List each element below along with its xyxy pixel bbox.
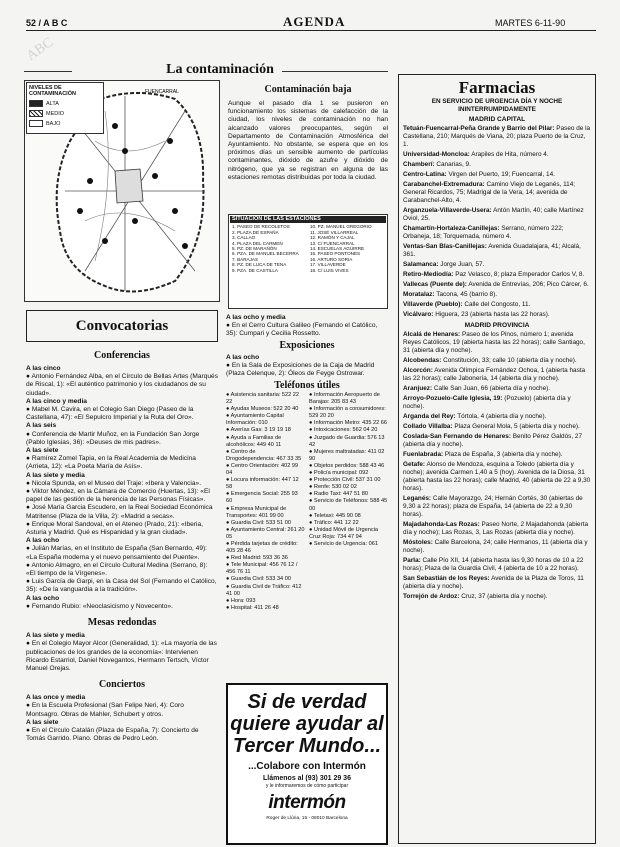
pharmacy-entry xyxy=(403,539,591,555)
pharmacy-district: Vicálvaro: xyxy=(403,311,434,319)
pharmacy-district: Leganés: xyxy=(403,495,432,503)
pharmacy-address: Tacona, 45 (barrio 8). xyxy=(434,291,498,299)
pharmacy-address: Plaza de España, 3 (abierta día y noche). xyxy=(443,451,563,459)
pharmacy-entry xyxy=(403,271,591,279)
pharmacy-address: Calle Barcelona, 24; calle Hermanos, 11 (abierta día y noche). xyxy=(403,539,588,555)
pharmacy-district: Carabanchel-Extremadura: xyxy=(403,181,485,189)
intermon-ad xyxy=(226,683,388,845)
pharmacy-entry xyxy=(403,495,591,519)
convocatorias-box: Convocatorias xyxy=(26,310,218,342)
pharmacy-entry xyxy=(403,225,591,241)
conferencias-title: Conferencias xyxy=(94,350,150,361)
pharmacy-address: Plaza General Mola, 5 (abierta día y noche). xyxy=(452,423,580,431)
pharmacy-district: Villaverde (Pueblo): xyxy=(403,301,463,309)
ad-call: Llámenos al (93) 301 29 36 xyxy=(263,775,351,782)
madrid-provincia-heading: MADRID PROVINCIA xyxy=(464,322,530,330)
pharmacy-address: Cruz, 37 (abierta día y noche). xyxy=(459,593,548,601)
mesas-list: A las siete y media ● En el Colegio Mayor Alcor (Generalidad, 1): «La mayoría de las publicaciones de los grandes de la economía»: Intervienen Ricardo Estarriol, Daniel Novegantos, Hermann Tertsch, Víctor Manuel Orejas. xyxy=(26,632,217,672)
map-legend xyxy=(26,82,104,134)
pharmacy-district: Torrejón de Ardoz: xyxy=(403,593,460,601)
pharmacy-entry xyxy=(403,301,591,309)
farmacias-box xyxy=(398,74,596,844)
pharmacy-district: Centro-Latina: xyxy=(403,171,447,179)
farmacias-subtitle: EN SERVICIO DE URGENCIA DÍA Y NOCHE ININTERRUMPIDAMENTE xyxy=(431,98,563,113)
pharmacy-address: Calle Pío XII, 14 (abierta hasta las 9,30 horas de 10 a 22 horas); Plaza de la Guardia Civil, 4 (abierta de 10 a 22 horas). xyxy=(403,557,584,573)
pharmacy-district: Móstoles: xyxy=(403,539,433,547)
page-number: 52 / A B C xyxy=(26,18,68,28)
section-title: AGENDA xyxy=(283,14,346,29)
pharmacy-entry xyxy=(403,395,591,411)
pharmacy-district: Ventas-San Blas-Canillejas: xyxy=(403,243,487,251)
legend-title: NIVELES DE CONTAMINACIÓN xyxy=(29,85,76,97)
pharmacy-address: Tórtola, 4 (abierta día y noche). xyxy=(455,413,547,421)
pharmacy-entry xyxy=(403,125,591,149)
pharmacy-entry xyxy=(403,357,591,365)
conciertos-list: A las once y media ● En la Escuela Profesional (San Felipe Neri, 4): Coro Montsagro. Obras de Mahler, Schubert y otros. A las siete ● En el Círculo Catalán (Plaza de España, 7): Concierto de Tomás Garrido. Piano. Obras de Pedro León. xyxy=(26,694,199,743)
conciertos-title: Conciertos xyxy=(98,679,146,691)
pharmacy-address: Arapiles de Hita, número 4. xyxy=(469,151,549,159)
pharmacy-address: Antón Martín, 40; calle Martínez Oviol, 25. xyxy=(403,207,584,223)
pharmacy-district: Collado Villalba: xyxy=(403,423,453,431)
pharmacy-entry xyxy=(403,261,591,269)
pharmacy-address: Paseo de la Castellana, 210; Marqués de Viana, 20; plaza Puerto de la Cruz, 1. xyxy=(403,125,591,149)
pharmacy-address: Canarias, 9. xyxy=(434,161,471,169)
pharmacy-district: Arganda del Rey: xyxy=(403,413,456,421)
pharmacy-address: Constitución, 33; calle 10 (abierta día y noche). xyxy=(441,357,577,365)
stations-col-2: 10. PZ. MANUEL GREGORIO 11. JOSÉ VILLARREAL 12. RAMÓN Y CAJAL 13. C/ FUENCARRAL 14. ESCUELAS AGUIRRE 15. PASEO PONTONES 16. ARTURO SORIA 17. VILLAVERDE 18. C/ LUIS VIVES xyxy=(310,224,372,273)
pharmacy-address: Higuera, 23 (abierta hasta las 22 horas). xyxy=(433,311,550,319)
pharmacy-district: Alcobendas: xyxy=(403,357,442,365)
pharmacy-entry xyxy=(403,151,591,159)
legend-item-alta: ALTA xyxy=(29,100,101,107)
pharmacy-address: Calle San Juan, 66 (abierta día y noche). xyxy=(432,385,551,393)
pharmacy-entry xyxy=(403,367,591,383)
pharmacy-address: Paseo Norte, 2 Majadahonda (abierta día y noche); Las Rozas, 3, Las Rozas (abierta día y noche). xyxy=(403,521,589,537)
pharmacy-district: San Sebastián de los Reyes: xyxy=(403,575,490,583)
capital-list xyxy=(403,125,591,319)
pharmacy-entry xyxy=(403,281,591,289)
pharmacy-address: Calle del Congosto, 11. xyxy=(462,301,531,309)
pharmacy-entry xyxy=(403,291,591,299)
pharmacy-district: Tetuán-Fuencarral-Peña Grande y Barrio del Pilar: xyxy=(403,125,555,133)
pharmacy-district: Moratalaz: xyxy=(403,291,435,299)
pharmacy-entry xyxy=(403,575,591,591)
pharmacy-district: Coslada-San Fernando de Henares: xyxy=(403,433,511,441)
abc-watermark: ABC xyxy=(24,35,57,64)
mesas-title: Mesas redondas xyxy=(87,617,157,629)
pharmacy-district: Alcorcón: xyxy=(403,367,433,375)
pharmacy-district: Salamanca: xyxy=(403,261,439,269)
pharmacy-district: Parla: xyxy=(403,557,421,565)
pharmacy-address: Serrano, número 222; Orbaneja, 18; Torquemada, número 4. xyxy=(403,225,564,241)
pharmacy-entry xyxy=(403,423,591,431)
pharmacy-entry xyxy=(403,433,591,449)
pharmacy-address: Calle Mayorazgo, 24; Hernán Cortés, 30 (abiertas de 9,30 a 22 horas); plaza de España, 14 (abierta de 22 a 9,30 horas). xyxy=(403,495,583,519)
pharmacy-district: Fuenlabrada: xyxy=(403,451,444,459)
pharmacy-district: Aranjuez: xyxy=(403,385,433,393)
pharmacy-entry xyxy=(403,207,591,223)
pharmacy-address: Paseo de los Pinos, número 1; avenida Reyes Católicos, 19 (abierta hasta las 22 horas); calle Santiago, 31 (abierta día y noche). xyxy=(403,331,585,355)
telefonos-title: Teléfonos útiles xyxy=(274,380,340,391)
left-column xyxy=(26,350,218,743)
exposiciones-list: A las ocho ● En la Sala de Exposiciones de la Caja de Madrid (Plaza Celenque, 2): Óleos de Feyge Ostrowar. xyxy=(226,354,375,378)
ad-sub: ...Colabore con Intermón xyxy=(248,761,366,772)
pharmacy-address: Avenida de la Plaza de Toros, 11 (abierta día y noche). xyxy=(403,575,584,591)
ad-footer: Roger de Llúria, 15 - 08010 Barcelona xyxy=(266,816,348,821)
telefonos-col-2: ● Información Aeropuerto de Barajas: 205 83 43 ● Información a consumidores: 529 20 20 ● Información Metro: 435 22 66 ● Intoxicaciones: 562 04 20 ● Juzgado de Guardia: 576 13 42 ● Mujeres maltratadas: 411 02 90 ● Objetos perdidos: 588 43 46 ● Policía municipal: 092 ● Protección Civil: 537 31 00 ● Renfe: 530 02 02 ● Radio Taxi: 447 51 80 ● Servicio de Teléfonos: 588 45 00 ● Teletaxi: 445 90 08 ● Tráfico: 441 12 22 ● Unidad Móvil de Urgencia Cruz Roja: 734 47 94 ● Servicio de Urgencia: 061 xyxy=(309,392,388,547)
pharmacy-address: Jorge Juan, 57. xyxy=(438,261,485,269)
pharmacy-entry xyxy=(403,385,591,393)
ad-headline: Si de verdad quiere ayudar al Tercer Mundo... xyxy=(230,691,384,757)
issue-date: MARTES 6-11-90 xyxy=(495,18,566,28)
pharmacy-district: Majadahonda-Las Rozas: xyxy=(403,521,480,529)
pharmacy-entry xyxy=(403,331,591,355)
provincia-list xyxy=(403,331,591,601)
stations-bar: SITUACIÓN DE LAS ESTACIONES xyxy=(230,216,386,223)
pharmacy-address: Camino Viejo de Leganés, 114; General Ricardos, 75; Madrigal de la Vera, 14; avenida de Carabanchel-Alto, 4. xyxy=(403,181,576,205)
pharmacy-entry xyxy=(403,181,591,205)
pharmacy-address: Virgen del Puerto, 19; Fuencarral, 14. xyxy=(446,171,555,179)
stations-col-1: 1. PASEO DE RECOLETOS 2. PLAZA DE ESPAÑA 3. CALLAO 4. PLAZA DEL CARMEN 5. PZ. DE MARAÑÓN 6. PZA. DE MANUEL BECERRA 7. BARAJAS 8. PZ. DE LUCA DE TENA 9. PZA. DE CASTILLA xyxy=(232,224,299,273)
pharmacy-address: Benito Pérez Galdós, 27 (abierta día y noche). xyxy=(403,433,583,449)
pharmacy-entry xyxy=(403,171,591,179)
pharmacy-district: Chamberí: xyxy=(403,161,435,169)
pharmacy-entry xyxy=(403,461,591,493)
header-rule xyxy=(26,30,596,31)
baja-text: Aunque el pasado día 1 se pusieron en funcionamiento los sistemas de calefacción de la ciudad, los niveles de contaminación no han alcanzado valores preocupantes, según el Departamento de Contaminación Atmosférica del Ayuntamiento. No obstante, se espera que en los próximos días un sensible aumento de partículas contaminantes, dióxido de azufre y dióxido de nitrógeno, que ya se registran en alguna de las estaciones remotas distribuidas por toda la ciudad. xyxy=(228,100,388,181)
stations-table xyxy=(228,214,388,309)
baja-title: Contaminación baja xyxy=(264,84,352,95)
ad-brand-logo: intermón xyxy=(268,792,346,813)
pharmacy-district: Getafe: xyxy=(403,461,426,469)
pharmacy-district: Vallecas (Puente de): xyxy=(403,281,467,289)
legend-item-medio: MEDIO xyxy=(29,110,101,117)
pharmacy-entry xyxy=(403,521,591,537)
pharmacy-address: Alonso de Mendoza, esquina a Toledo (abierta día y noche); avenida Carmen 1,40 a 5 (hoy). Avenida de la Diosa, 31 (abierta hasta las 22 horas); calle Madrid, 40 (abierta de 22 a 9,30 horas). xyxy=(403,461,591,493)
contaminacion-title: La contaminación xyxy=(166,62,274,77)
pharmacy-entry xyxy=(403,593,591,601)
conferencias-list: A las cinco ● Antonio Fernández Alba, en el Círculo de Bellas Artes (Marqués de Riscal, 1): «El auténtico patrimonio y los ciudadanos de su ciudad». A las cinco y media ● Mabel M. Cavira, en el Colegio San Diego (Paseo de la Castellana, 47): «El Sepulcro Imperial y la Ruta del Oro». A las seis ● Conferencia de Martir Muñoz, en la Fundación San Jorge (Pablo Iglesias, 36): «Deuses de mis padres». A las siete ● Ramírez Zomel Tapia, en la Real Academia de Medicina (Arrieta, 12): «La Poeta María de Asís». A las siete y media ● Nicola Spunda, en el Museo del Traje: «Ibera y Valencia». ● Viktor Méndez, en la Cámara de Comercio (Huertas, 13): «El papel de las gestión de la herencia de las Personas Físicas». ● José María Garcia Escudero, en la Real Sociedad Económica Matritense (Plaza de la Villa, 2): «Madrid a secas». ● Enrique Moral Sandoval, en el Ateneo (Prado, 21): «Iberia, Asturia y Madrid. Qué es Hispanidad y la gran ciudad». A las ocho ● Julián Marías, en el Instituto de España (San Bernardo, 49): «La España moderna y el nuevo pensamiento del Puente». ● Antonio Almagro, en el Círculo Cultural Medina (Serrano, 8): «El tiempo de la Vírgenes». ● Luis García de Garpi, en la Casa del Sol (Fernando el Católico, 35): «De la vanguardia a la tradición». A las ocho ● Fernando Rubio: «Neoclasicismo y Novecento». xyxy=(26,365,219,610)
pharmacy-address: (Pozuelo) (abierta día y noche). xyxy=(403,395,571,411)
pharmacy-entry xyxy=(403,413,591,421)
title-rule-right xyxy=(282,71,388,72)
pharmacy-district: Alcalá de Henares: xyxy=(403,331,461,339)
middle-continuation: A las ocho y media ● En el Cerro Cultura Galileo (Fernando el Católico, 35): Cumpari y Cecilia Rossetto. xyxy=(226,314,378,338)
telefonos-grid xyxy=(226,392,388,612)
pharmacy-entry xyxy=(403,243,591,259)
pharmacy-entry xyxy=(403,451,591,459)
pharmacy-district: Arganzuela-Villaverde-Usera: xyxy=(403,207,492,215)
pharmacy-entry xyxy=(403,311,591,319)
pharmacy-address: Avenida Olímpica Fernández Ochoa, 1 (abierta hasta las 22 horas); calle Jabonería, 14 (abierta día y noche). xyxy=(403,367,586,383)
farmacias-title: Farmacias xyxy=(458,78,536,97)
ad-note: y le informaremos de cómo participar xyxy=(265,783,349,789)
pharmacy-entry xyxy=(403,161,591,169)
title-rule-left xyxy=(24,71,72,72)
pharmacy-address: Paz Velasco, 8; plaza Emperador Carlos V, 8. xyxy=(453,271,585,279)
pharmacy-address: Avenida Guadalajara, 41; Alcalá, 361. xyxy=(403,243,581,259)
pharmacy-district: Arroyo-Pozuelo-Calle Iglesia, 19: xyxy=(403,395,503,403)
madrid-capital-heading: MADRID CAPITAL xyxy=(468,116,526,124)
pharmacy-entry xyxy=(403,557,591,573)
pharmacy-address: Avenida de Entrevías, 206; Pico Cárcer, 6. xyxy=(466,281,589,289)
pharmacy-district: Universidad-Moncloa: xyxy=(403,151,470,159)
pharmacy-district: Chamartín-Hortaleza-Canillejas: xyxy=(403,225,500,233)
map-label: FUENCARRAL xyxy=(145,89,179,95)
exposiciones-title: Exposiciones xyxy=(279,340,335,351)
telefonos-col-1: ● Asistencia sanitaria: 522 22 22 ● Ayudas Museos: 522 20 40 ● Ayuntamiento Capital Información: 010 ● Averías Gas: 3 19 19 18 ● Ayuda a Familias de alcohólicos: 449 40 11 ● Centro de Drogodependencia: 467 33 35 ● Centro Orientación: 402 99 04 ● Locura información: 447 12 58 ● Emergencia Social: 255 93 60 ● Empresa Municipal de Transportes: 401 99 00 ● Guardia Civil: 533 51 00 ● Ayuntamiento Central: 261 20 05 ● Pérdida tarjetas de crédito: 405 28 46 ● Red Madrid: 593 36 36 ● Tele Municipal: 456 76 12 / 456 76 11 ● Guardia Civil: 533 34 00 ● Guardia Civil de Tráfico: 412 41 00 ● Hora: 093 ● Hospital: 411 26 48 xyxy=(226,392,305,611)
pharmacy-district: Retiro-Mediodía: xyxy=(403,271,454,279)
legend-item-bajo: BAJO xyxy=(29,120,101,127)
